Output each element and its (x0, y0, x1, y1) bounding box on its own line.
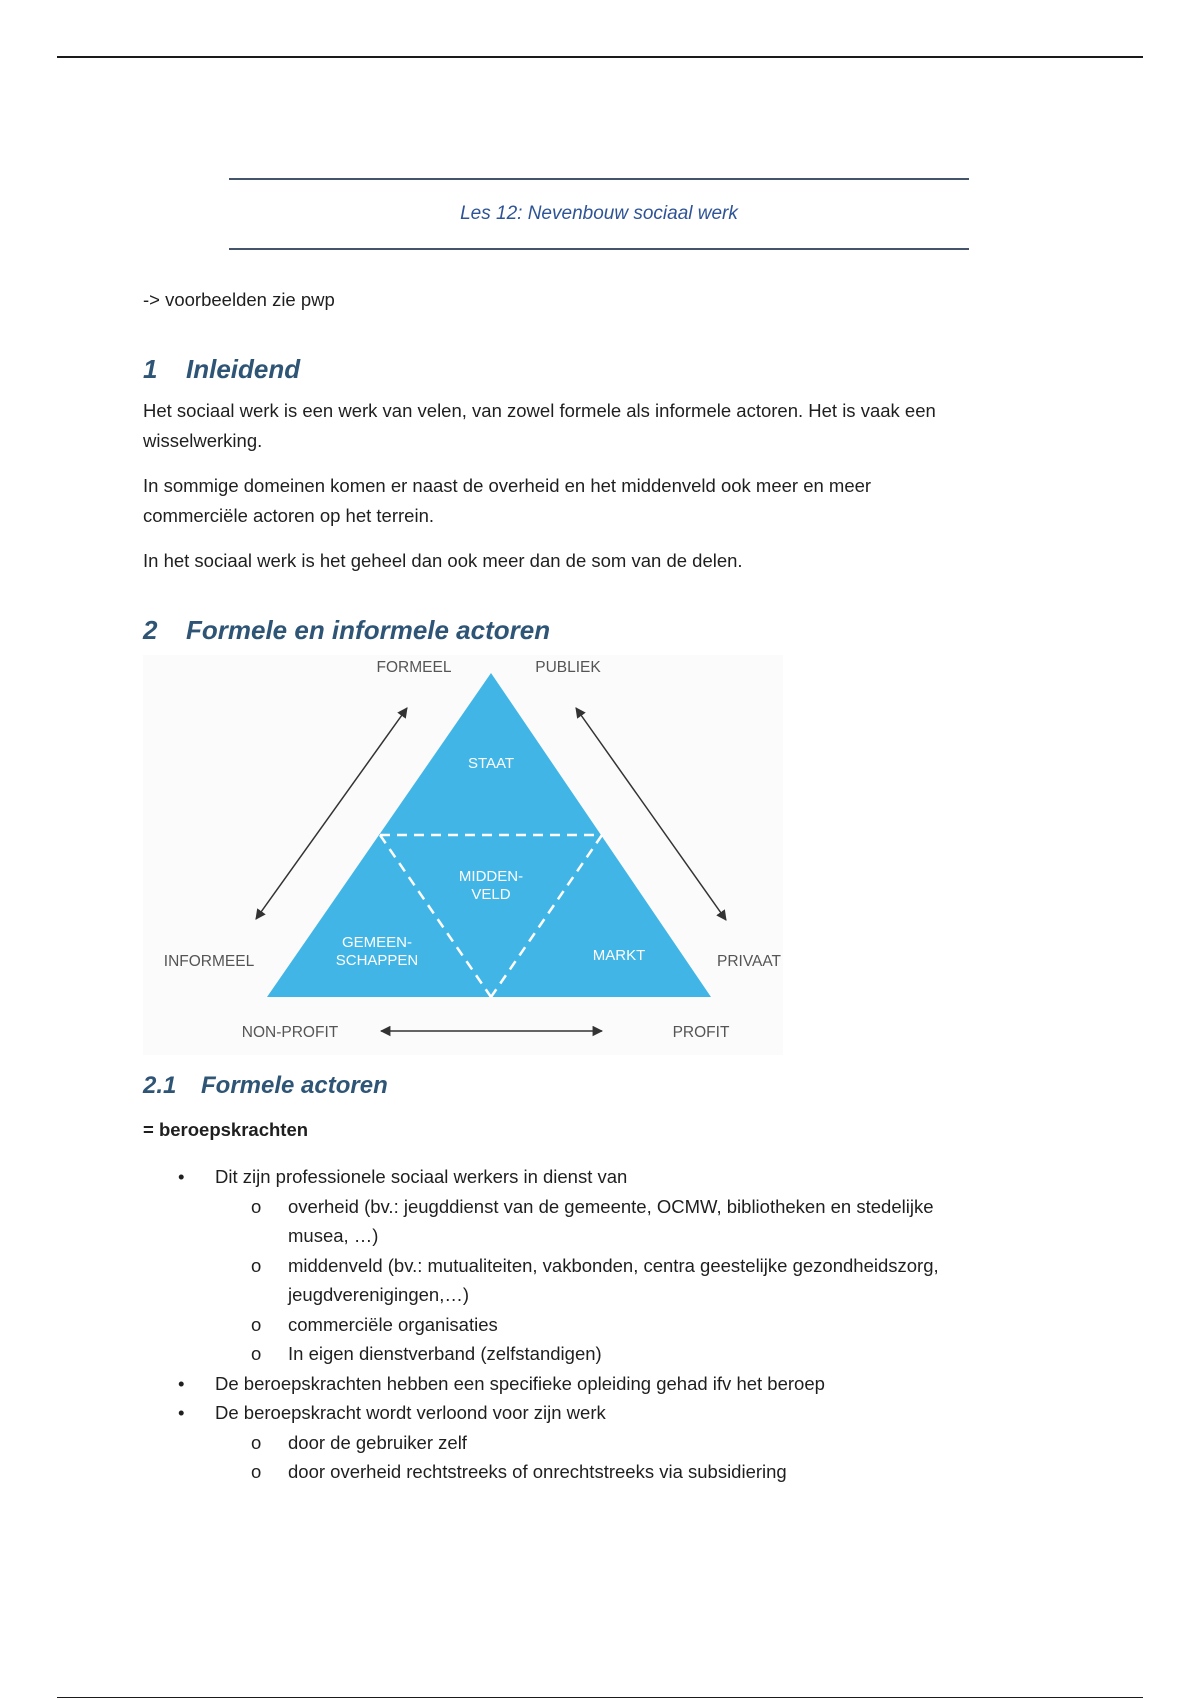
section-title: Inleidend (186, 354, 301, 384)
sub-bullet-marker: o (251, 1313, 262, 1335)
sub-bullet-marker: o (251, 1431, 262, 1453)
footer-rule (57, 1697, 1143, 1698)
title-rule-bottom (229, 248, 969, 250)
list-item (143, 1398, 1023, 1428)
subsection-heading-formele-actoren (143, 1072, 388, 1100)
sub-list-item (143, 1457, 1023, 1487)
region-middenveld-line2: VELD (471, 886, 511, 903)
paragraph-line: commerciële actoren op het terrein. (143, 505, 434, 526)
subsection-number: 2.1 (143, 1072, 177, 1099)
list-item-text: door de gebruiker zelf (288, 1431, 467, 1453)
list-item-text: De beroepskracht wordt verloond voor zijn werk (215, 1402, 606, 1423)
paragraph-line: In sommige domeinen komen er naast de overheid en het middenveld ook meer en meer (143, 475, 872, 496)
paragraph-line: Het sociaal werk is een werk van velen, van zowel formele als informele actoren. Het is vaak een (143, 400, 936, 421)
region-middenveld-line1: MIDDEN- (458, 868, 524, 885)
bullet-marker: • (178, 1372, 185, 1394)
list-item (143, 1162, 1023, 1192)
list-item-text: De beroepskrachten hebben een specifieke opleiding gehad ifv het beroep (215, 1372, 825, 1394)
label-profit: PROFIT (672, 1024, 730, 1041)
bullet-marker: • (178, 1166, 185, 1187)
section-number: 1 (143, 354, 158, 384)
paragraph-line: In het sociaal werk is het geheel dan ook meer dan de som van de delen. (143, 550, 743, 571)
label-non-profit: NON-PROFIT (241, 1024, 339, 1041)
label-privaat: PRIVAAT (716, 953, 782, 970)
sub-list-item (143, 1192, 1023, 1251)
header-rule (57, 56, 1143, 58)
section-number: 2 (143, 615, 158, 645)
paragraph-line: wisselwerking. (143, 430, 263, 451)
sub-bullet-marker: o (251, 1343, 262, 1364)
bullet-marker: • (178, 1402, 185, 1423)
paragraph-3 (143, 546, 1023, 576)
list-item-text: door overheid rechtstreeks of onrechtstreeks via subsidiering (288, 1461, 787, 1482)
paragraph-2 (143, 471, 1023, 531)
bullet-list (143, 1162, 1023, 1487)
paragraph-1 (143, 396, 1023, 456)
lesson-title-block (229, 178, 969, 250)
list-item-text: Dit zijn professionele sociaal werkers in dienst van (215, 1166, 628, 1187)
list-item-text: commerciële organisaties (288, 1313, 498, 1335)
list-item-text: middenveld (bv.: mutualiteiten, vakbonden, centra geestelijke gezondheidszorg, (288, 1254, 939, 1276)
region-gemeenschappen-line2: SCHAPPEN (335, 952, 419, 969)
section-title: Formele en informele actoren (186, 615, 551, 645)
list-item-text: In eigen dienstverband (zelfstandigen) (288, 1343, 602, 1364)
subsection-title: Formele actoren (201, 1072, 388, 1099)
list-item (143, 1369, 1023, 1399)
definition-line: = beroepskrachten (143, 1119, 309, 1140)
sub-list-item (143, 1428, 1023, 1458)
label-formeel: FORMEEL (376, 659, 452, 676)
lesson-title: Les 12: Nevenbouw sociaal werk (460, 203, 738, 224)
sub-list-item (143, 1251, 1023, 1310)
list-item-text: overheid (bv.: jeugddienst van de gemeente, OCMW, bibliotheken en stedelijke (288, 1195, 934, 1217)
region-gemeenschappen-line1: GEMEEN- (341, 934, 413, 951)
label-publiek: PUBLIEK (535, 659, 601, 676)
label-informeel: INFORMEEL (163, 953, 255, 970)
region-markt: MARKT (592, 947, 646, 964)
region-staat: STAAT (467, 755, 515, 772)
sub-list-item (143, 1339, 1023, 1369)
list-item-text: jeugdverenigingen,…) (288, 1284, 470, 1305)
section-heading-actoren (143, 615, 550, 646)
intro-note: -> voorbeelden zie pwp (143, 289, 335, 310)
sub-bullet-marker: o (251, 1254, 262, 1276)
list-item-text: musea, …) (288, 1225, 379, 1246)
sub-bullet-marker: o (251, 1195, 262, 1217)
sub-list-item (143, 1310, 1023, 1340)
sub-bullet-marker: o (251, 1461, 262, 1482)
actors-triangle-diagram (143, 655, 783, 1055)
section-heading-inleidend (143, 354, 300, 385)
